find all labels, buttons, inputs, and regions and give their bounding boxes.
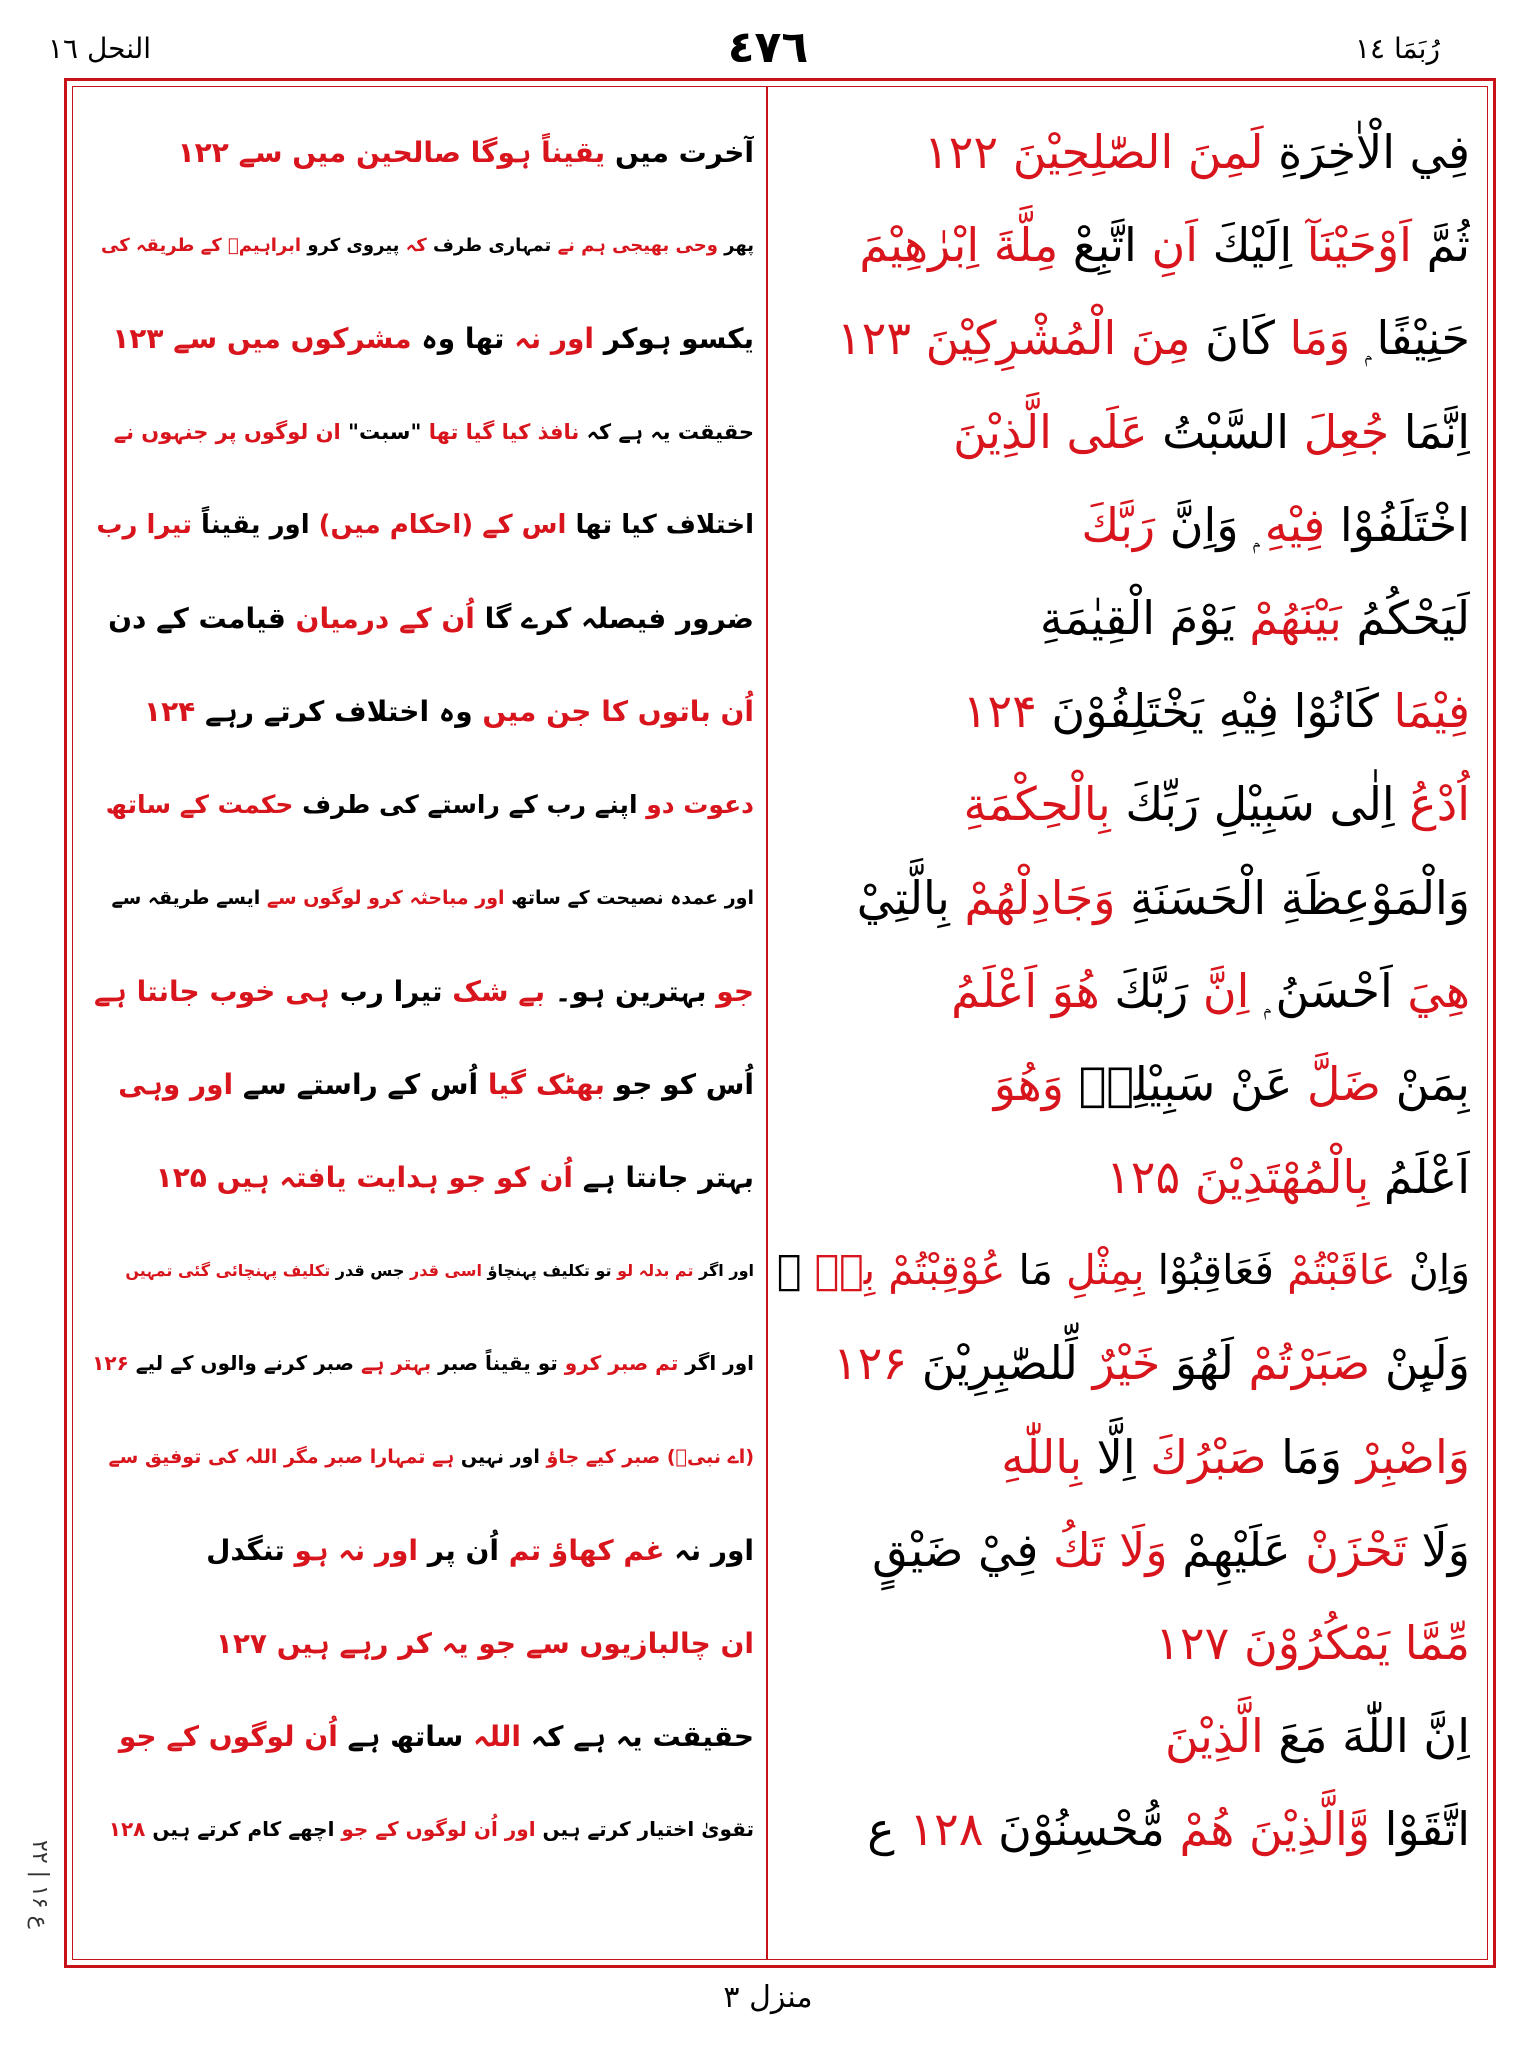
- verse-row: [72, 292, 1488, 385]
- urdu-segment: ۱۲۷: [215, 1627, 277, 1660]
- arabic-segment: اِلَيْكَ: [1198, 218, 1307, 273]
- urdu-segment: "سبت": [340, 419, 429, 444]
- verse-row: [72, 665, 1488, 758]
- arabic-segment: مِّمَّا يَمْكُرُوْنَ: [1243, 1616, 1470, 1670]
- arabic-text: [766, 572, 1470, 665]
- urdu-segment: تھا وہ: [411, 322, 515, 356]
- urdu-segment: آخرت میں: [605, 136, 754, 169]
- urdu-segment: تیرا رب: [329, 974, 453, 1008]
- arabic-segment: وَلَا تَكُ: [1052, 1522, 1168, 1577]
- arabic-segment: وَمَا: [1266, 1429, 1357, 1484]
- arabic-segment: بِالَّتِيْ: [856, 870, 965, 925]
- arabic-segment: ع: [867, 1802, 910, 1857]
- ruku-marker: ع ۱۶ | ۲۲: [27, 1840, 52, 1929]
- arabic-segment: وَهُوَ: [993, 1056, 1064, 1111]
- header-juz-name: رُبَمَا ١٤: [1354, 32, 1440, 65]
- arabic-segment: وَمَا: [1289, 311, 1351, 366]
- urdu-segment: ساتھ ہے: [337, 1720, 474, 1754]
- arabic-segment: يَوْمَ الْقِيٰمَةِ: [1039, 590, 1250, 645]
- arabic-segment: هُوَ اَعْلَمُ: [951, 963, 1100, 1018]
- arabic-segment: اِلٰى سَبِيْلِ رَبِّكَ: [1110, 777, 1410, 832]
- verse-row: [72, 1131, 1488, 1224]
- urdu-segment: ان لوگوں پر جنہوں نے: [113, 419, 341, 444]
- urdu-segment: ۱۲۸: [108, 1817, 153, 1842]
- arabic-segment: ۭ وَاِنَّ: [1155, 497, 1265, 552]
- urdu-segment: ضرور فیصلہ کرے گا: [474, 601, 754, 635]
- urdu-segment: ۱۲۴: [143, 695, 206, 729]
- urdu-segment: ۱۲۶: [92, 1351, 136, 1376]
- arabic-text: [766, 1690, 1470, 1783]
- urdu-segment: اسی قدر: [410, 1261, 482, 1281]
- verse-row: [72, 1411, 1488, 1504]
- verse-row: [72, 758, 1488, 851]
- urdu-translation: [90, 106, 754, 199]
- arabic-text: [766, 945, 1470, 1038]
- arabic-text: [766, 199, 1470, 292]
- arabic-segment: هِيَ: [1407, 963, 1470, 1018]
- verse-row: [72, 386, 1488, 479]
- urdu-segment: اور وہی: [118, 1067, 234, 1101]
- verse-row: [72, 1224, 1488, 1317]
- urdu-segment: وہ اختلاف کرتے رہے: [205, 695, 483, 729]
- urdu-translation: [90, 386, 754, 479]
- arabic-segment: عَلَى الَّذِيْنَ: [953, 404, 1148, 459]
- arabic-segment: وَالْمَوْعِظَةِ الْحَسَنَةِ: [1115, 870, 1470, 925]
- urdu-segment: اُن کے درمیان: [295, 601, 475, 635]
- arabic-text: [766, 852, 1470, 945]
- arabic-segment: حَنِيْفًا ۭ: [1350, 311, 1470, 366]
- urdu-translation: [90, 1038, 754, 1131]
- arabic-segment: ضَلَّ: [1307, 1056, 1381, 1111]
- arabic-segment: مُّحْسِنُوْنَ: [998, 1802, 1180, 1857]
- verse-row: [72, 199, 1488, 292]
- arabic-segment: كَانُوْا فِيْهِ يَخْتَلِفُوْنَ: [1051, 684, 1394, 739]
- urdu-segment: وحی بھیجی ہم نے: [557, 235, 718, 257]
- urdu-segment: اس کے (احکام میں): [318, 509, 567, 540]
- arabic-segment: وَلَىِٕنْ: [1370, 1336, 1470, 1391]
- arabic-segment: عُوْقِبْتُمْ بِهٖ: [814, 1246, 1006, 1295]
- arabic-segment: بَيْنَهُمْ: [1249, 590, 1342, 645]
- arabic-segment: اِنَّ اللّٰهَ مَعَ: [1263, 1709, 1470, 1764]
- urdu-segment: یکسو ہوکر: [593, 322, 754, 356]
- arabic-text: [766, 1131, 1470, 1224]
- urdu-segment: قیامت کے دن: [108, 601, 296, 635]
- urdu-segment: تم بدلہ لو: [617, 1261, 694, 1281]
- urdu-translation: [90, 199, 754, 292]
- urdu-segment: اچھے کام کرتے ہیں: [152, 1817, 342, 1842]
- arabic-text: [766, 1317, 1470, 1410]
- verse-row: [72, 106, 1488, 199]
- urdu-translation: [90, 479, 754, 572]
- arabic-segment: بِمَنْ: [1380, 1056, 1470, 1111]
- urdu-translation: [90, 1783, 754, 1876]
- arabic-segment: الَّذِيْنَ: [1164, 1709, 1264, 1764]
- arabic-segment: لَهُوَ: [1160, 1336, 1249, 1391]
- arabic-segment: تَحْزَنْ: [1305, 1522, 1407, 1577]
- arabic-segment: السَّبْتُ: [1147, 404, 1304, 459]
- urdu-segment: اور اگر: [678, 1351, 754, 1376]
- urdu-segment: اپنے رب کے راستے کی طرف: [293, 790, 647, 820]
- arabic-segment: اَحْسَنُ ۭ: [1249, 963, 1408, 1018]
- urdu-translation: [90, 292, 754, 385]
- urdu-segment: اور نہ: [664, 1533, 754, 1567]
- arabic-segment: خَيْرٌ: [1092, 1336, 1161, 1391]
- urdu-segment: بہترین ہو۔: [545, 974, 717, 1008]
- arabic-segment: بِالْحِكْمَةِ: [963, 777, 1111, 832]
- arabic-text: [766, 758, 1470, 851]
- arabic-segment: جُعِلَ: [1303, 404, 1390, 459]
- urdu-translation: [90, 1317, 754, 1410]
- arabic-segment: عَاقَبْتُمْ: [1287, 1246, 1396, 1295]
- urdu-segment: اُس کو جو: [604, 1067, 754, 1101]
- urdu-segment: تمہاری طرف: [426, 235, 558, 257]
- arabic-segment: فِيْمَا: [1393, 684, 1470, 739]
- arabic-segment: وَاِنْ: [1395, 1246, 1470, 1295]
- arabic-segment: اتَّبِعْ: [1058, 218, 1152, 273]
- urdu-translation: [90, 1411, 754, 1504]
- arabic-segment: اَوْحَيْنَآ: [1306, 218, 1412, 273]
- verse-row: [72, 1597, 1488, 1690]
- arabic-segment: وَجَادِلْهُمْ: [964, 870, 1116, 925]
- urdu-translation: [90, 665, 754, 758]
- arabic-text: [766, 386, 1470, 479]
- arabic-segment: اِلَّا: [1082, 1429, 1151, 1484]
- verse-row: [72, 1783, 1488, 1876]
- urdu-segment: تکلیف پہنچائی گئی تمہیں: [125, 1261, 331, 1281]
- urdu-translation: [90, 572, 754, 665]
- arabic-text: [766, 292, 1470, 385]
- urdu-segment: تیرا رب: [96, 509, 192, 540]
- verse-row: [72, 852, 1488, 945]
- arabic-segment: كَانَ: [1190, 311, 1290, 366]
- urdu-segment: تنگدل: [206, 1533, 295, 1567]
- arabic-segment: اخْتَلَفُوْا: [1325, 497, 1470, 552]
- arabic-segment: مِلَّةَ اِبْرٰهِيْمَ: [859, 218, 1059, 273]
- arabic-segment: مِنَ الْمُشْرِكِيْنَ: [925, 311, 1191, 366]
- arabic-segment: لَيَحْكُمُ: [1341, 590, 1470, 645]
- arabic-segment: وَلَا: [1406, 1522, 1470, 1577]
- urdu-segment: ان چالبازیوں سے جو یہ کر رہے ہیں: [276, 1627, 754, 1660]
- urdu-segment: حقیقت یہ ہے کہ: [521, 1720, 754, 1754]
- verse-row: [72, 479, 1488, 572]
- urdu-segment: بھٹک گیا: [487, 1067, 605, 1101]
- arabic-text: [766, 106, 1470, 199]
- arabic-segment: ۱۲۲: [923, 125, 1013, 179]
- arabic-segment: اَعْلَمُ: [1369, 1150, 1470, 1205]
- urdu-segment: ایسے طریقہ سے: [111, 886, 267, 909]
- urdu-segment: پیروی کرو: [301, 235, 406, 257]
- verse-row: [72, 1690, 1488, 1783]
- urdu-segment: اور مباحثہ کرو لوگوں سے: [266, 886, 505, 909]
- urdu-segment: ہے تمہارا صبر مگر اللہ کی توفیق سے: [108, 1445, 455, 1468]
- arabic-segment: اِنَّمَا: [1389, 404, 1470, 459]
- verse-row: [72, 1038, 1488, 1131]
- arabic-segment: ۱۲۸: [909, 1802, 999, 1857]
- urdu-translation: [90, 1597, 754, 1690]
- urdu-segment: بہتر جانتا ہے: [573, 1161, 754, 1195]
- arabic-segment: مَا: [1005, 1246, 1067, 1295]
- arabic-segment: ۱۲۵: [1106, 1150, 1195, 1205]
- urdu-segment: اور نہیں: [454, 1445, 547, 1468]
- arabic-segment: فِيْ ضَيْقٍ: [872, 1522, 1053, 1577]
- arabic-segment: بِالْمُهْتَدِيْنَ: [1194, 1150, 1370, 1205]
- urdu-segment: بے شک: [452, 974, 546, 1008]
- urdu-segment: مشرکوں میں سے: [173, 322, 412, 356]
- urdu-segment: بہتر ہے: [360, 1351, 432, 1376]
- arabic-segment: رَبَّكَ: [1099, 963, 1203, 1018]
- urdu-translation: [90, 758, 754, 851]
- arabic-text: [766, 1224, 1470, 1317]
- urdu-translation: [90, 1131, 754, 1224]
- urdu-segment: صبر کرنے والوں کے لیے: [135, 1351, 361, 1376]
- urdu-segment: دعوت دو: [646, 790, 754, 820]
- urdu-segment: ۱۲۳: [112, 322, 174, 356]
- urdu-segment: (اے نبیؐ) صبر کیے جاؤ: [546, 1445, 754, 1468]
- arabic-segment: ۱۲۴: [962, 684, 1052, 739]
- arabic-text: [766, 1504, 1470, 1597]
- urdu-segment: حقیقت یہ ہے کہ: [579, 419, 754, 444]
- urdu-segment: اللہ: [473, 1720, 522, 1754]
- header-surah-name: النحل ١٦: [48, 32, 152, 65]
- arabic-segment: لَمِنَ الصّٰلِحِيْنَ: [1012, 125, 1264, 179]
- arabic-segment: ۱۲۷: [1155, 1616, 1244, 1670]
- arabic-segment: لِّلصّٰبِرِيْنَ: [921, 1336, 1093, 1391]
- arabic-segment: ۭ: [776, 1246, 815, 1295]
- arabic-segment: اِنَّ: [1202, 963, 1250, 1018]
- urdu-segment: اُس کے راستے سے: [233, 1067, 488, 1101]
- arabic-segment: اُدْعُ: [1409, 777, 1470, 832]
- urdu-translation: [90, 1504, 754, 1597]
- arabic-segment: فِي الْاٰخِرَةِ: [1263, 125, 1470, 179]
- urdu-segment: اُن لوگوں کے جو: [118, 1720, 338, 1754]
- urdu-segment: تقویٰ اختیار کرتے ہیں: [535, 1817, 754, 1842]
- arabic-segment: ثُمَّ: [1411, 218, 1470, 273]
- verse-row: [72, 945, 1488, 1038]
- urdu-segment: ۱۲۲: [177, 136, 239, 169]
- urdu-segment: اور یقیناً: [192, 509, 319, 540]
- urdu-segment: اُن کو جو ہدایت یافتہ ہیں: [216, 1161, 574, 1195]
- arabic-text: [766, 1597, 1470, 1690]
- urdu-segment: اور اگر: [693, 1261, 754, 1281]
- urdu-segment: ہی خوب جانتا ہے: [94, 974, 330, 1008]
- urdu-segment: جس قدر: [330, 1261, 411, 1281]
- manzil-footer: منزل ۳: [723, 1980, 813, 2015]
- arabic-segment: عَنْ سَبِيْلِهٖ: [1063, 1056, 1308, 1111]
- arabic-segment: ۱۲۳: [836, 311, 926, 366]
- urdu-segment: ابراہیمؑ کے طریقہ کی: [101, 235, 302, 257]
- arabic-text: [766, 1411, 1470, 1504]
- verse-row: [72, 1317, 1488, 1410]
- arabic-text: [766, 1038, 1470, 1131]
- urdu-translation: [90, 852, 754, 945]
- urdu-segment: ۱۲۵: [155, 1161, 217, 1195]
- urdu-segment: حکمت کے ساتھ: [105, 790, 294, 820]
- urdu-segment: نافذ کیا گیا تھا: [428, 419, 580, 444]
- urdu-segment: اور عمدہ نصیحت کے ساتھ: [504, 886, 754, 909]
- arabic-text: [766, 1783, 1470, 1876]
- urdu-translation: [90, 1224, 754, 1317]
- arabic-segment: فِيْهِ: [1264, 497, 1326, 552]
- arabic-segment: وَاصْبِرْ: [1356, 1429, 1470, 1484]
- urdu-segment: اُن پر: [418, 1533, 509, 1567]
- page-number: ٤٧٦: [727, 22, 809, 73]
- arabic-segment: اَنِ: [1151, 218, 1199, 273]
- arabic-text: [766, 479, 1470, 572]
- arabic-segment: اتَّقَوْا: [1369, 1802, 1470, 1857]
- urdu-segment: کہ: [405, 235, 427, 257]
- urdu-translation: [90, 945, 754, 1038]
- arabic-segment: بِمِثْلِ: [1066, 1246, 1145, 1295]
- arabic-text: [766, 665, 1470, 758]
- arabic-segment: صَبْرُكَ: [1150, 1429, 1267, 1484]
- urdu-segment: اور نہ: [514, 322, 594, 356]
- verse-row: [72, 1504, 1488, 1597]
- arabic-segment: وَّالَّذِيْنَ هُمْ: [1179, 1802, 1370, 1857]
- arabic-segment: فَعَاقِبُوْا: [1144, 1246, 1288, 1295]
- arabic-segment: بِاللّٰهِ: [1001, 1429, 1083, 1484]
- urdu-segment: پھر: [717, 235, 754, 257]
- verse-rows: [72, 106, 1488, 1877]
- arabic-segment: عَلَيْهِمْ: [1167, 1522, 1306, 1577]
- urdu-segment: تم صبر کرو: [564, 1351, 679, 1376]
- arabic-segment: ۱۲۶: [832, 1336, 922, 1391]
- verse-row: [72, 572, 1488, 665]
- urdu-segment: اور اُن لوگوں کے جو: [341, 1817, 536, 1842]
- urdu-segment: اختلاف کیا تھا: [566, 509, 754, 540]
- arabic-segment: رَبَّكَ: [1081, 497, 1156, 552]
- urdu-segment: اُن باتوں کا جن میں: [482, 695, 754, 729]
- urdu-segment: غم کھاؤ تم: [508, 1533, 665, 1567]
- arabic-segment: صَبَرْتُمْ: [1248, 1336, 1371, 1391]
- urdu-segment: اور نہ ہو: [294, 1533, 419, 1567]
- urdu-segment: یقیناً ہوگا صالحین میں سے: [238, 136, 606, 169]
- urdu-segment: جو: [716, 974, 754, 1008]
- urdu-segment: تو یقیناً صبر: [431, 1351, 565, 1376]
- urdu-translation: [90, 1690, 754, 1783]
- urdu-segment: تو تکلیف پہنچاؤ: [481, 1261, 618, 1281]
